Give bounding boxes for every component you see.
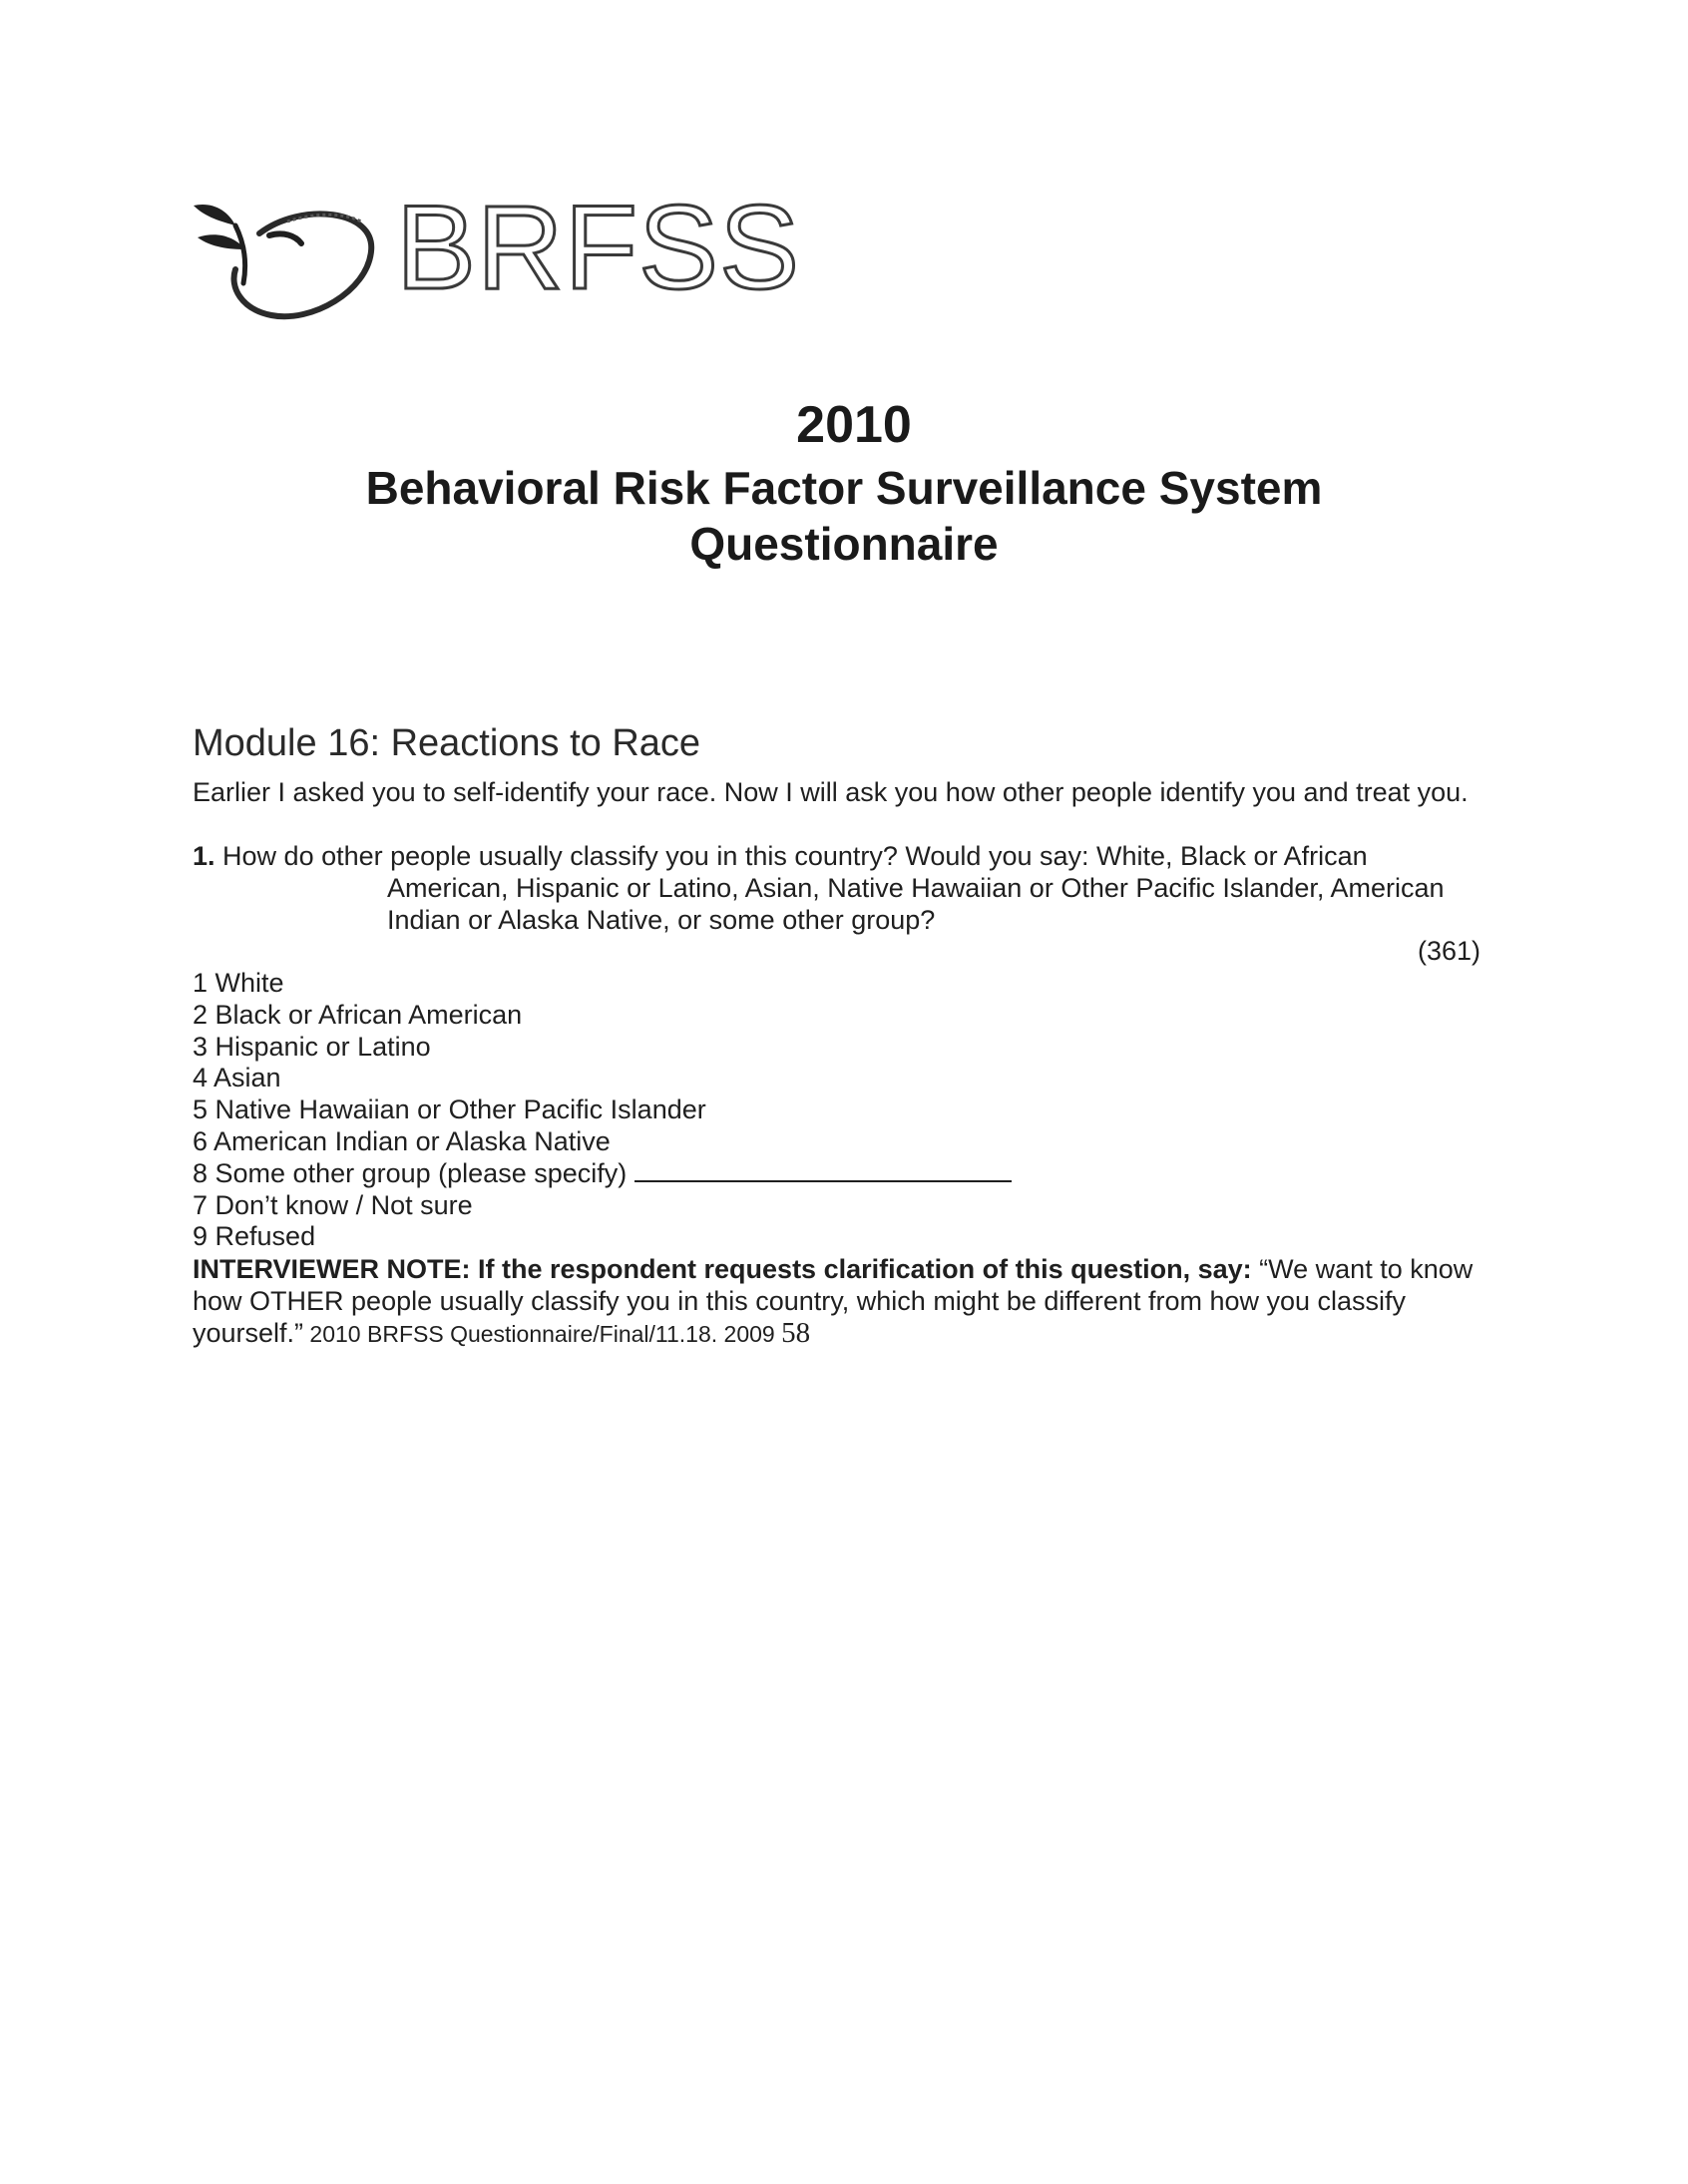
interviewer-note-text: “We want to know how OTHER people usually classify you in this country, which might be different from how you classify yourself.” [193, 1254, 1474, 1348]
brfss-logo [192, 181, 801, 336]
question-text-first: How do other people usually classify you in this country? Would you say: White, Black or African [222, 841, 1368, 871]
column-code: (361) [1417, 936, 1480, 966]
document-title: Behavioral Risk Factor Surveillance System [365, 462, 1323, 514]
answer-option: 6 American Indian or Alaska Native [193, 1125, 611, 1156]
question-number: 1. [193, 841, 215, 871]
question-text-rest: American, Hispanic or Latino, Asian, Native Hawaiian or Other Pacific Islander, American Indian or Alaska Native, or some other group? [387, 873, 1445, 935]
answer-options [193, 968, 1012, 1253]
question-first-line [193, 840, 1479, 872]
module-intro: Earlier I asked you to self-identify your race. Now I will ask you how other people identify you and treat you. [193, 777, 1469, 807]
interviewer-note [193, 1253, 1489, 1350]
answer-option: 3 Hispanic or Latino [193, 1031, 431, 1062]
interviewer-note-label: INTERVIEWER NOTE: If the respondent requests clarification of this question, say: [193, 1254, 1252, 1284]
document-subtitle: Questionnaire [689, 518, 999, 570]
answer-option: 5 Native Hawaiian or Other Pacific Islander [193, 1094, 706, 1125]
answer-option: 2 Black or African American [193, 999, 523, 1030]
question-1 [193, 840, 1479, 936]
page-number: 58 [781, 1317, 811, 1349]
answer-option-other-label: 8 Some other group (please specify) [193, 1157, 628, 1188]
answer-option: 4 Asian [193, 1063, 281, 1093]
specify-blank-line [634, 1180, 1012, 1182]
answer-option: 7 Don’t know / Not sure [193, 1189, 473, 1220]
answer-option-other [193, 1158, 1012, 1190]
document-footer: 2010 BRFSS Questionnaire/Final/11.18. 2009 [303, 1321, 782, 1347]
module-heading: Module 16: Reactions to Race [193, 722, 701, 764]
logo-wordmark: BRFSS [396, 181, 801, 314]
answer-option: 1 White [193, 968, 284, 998]
answer-option: 9 Refused [193, 1221, 316, 1252]
document-year: 2010 [796, 396, 912, 454]
